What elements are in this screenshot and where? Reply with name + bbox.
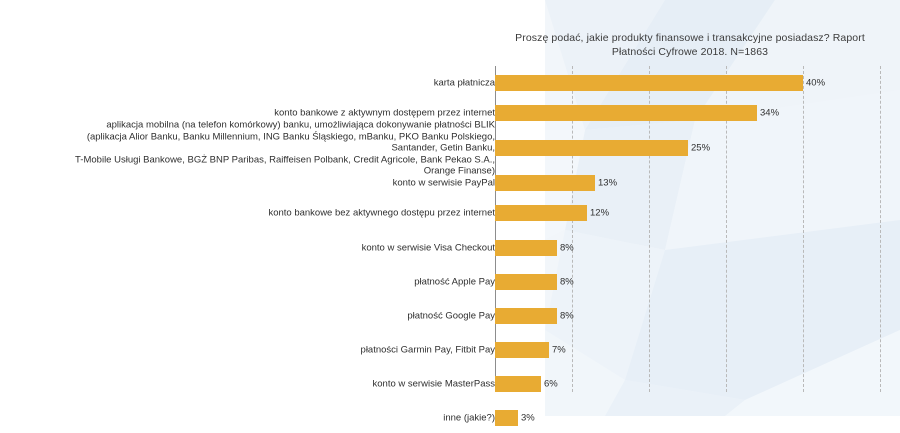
category-label: konto bankowe bez aktywnego dostępu przez internet xyxy=(268,207,495,219)
bar-konto-bez-dostepu xyxy=(495,205,587,221)
bar-row xyxy=(0,335,900,365)
bar-value-label: 12% xyxy=(590,207,610,219)
category-label: płatność Google Pay xyxy=(407,310,495,322)
bar-value-label: 25% xyxy=(691,142,711,154)
bar-value-label: 8% xyxy=(560,310,574,322)
bar-masterpass xyxy=(495,376,541,392)
bar-value-label: 6% xyxy=(544,378,558,390)
category-label: płatności Garmin Pay, Fitbit Pay xyxy=(360,344,495,356)
plot-area xyxy=(0,66,900,424)
bar-row xyxy=(0,403,900,433)
category-label: aplikacja mobilna (na telefon komórkowy) banku, umożliwiająca dokonywanie płatności BLIK (aplikacja Alior Banku, Banku Millennium, ING Banku Śląskiego, mBanku, PKO Banku Polskiego, Santander, Getin Banku, T-Mobile Usługi Bankowe, BGŻ BNP Paribas, Raiffeisen Polbank, Credit Agricole, Bank Pekao S.A., Orange Finanse) xyxy=(75,119,495,177)
bar-row xyxy=(0,168,900,198)
bar-row xyxy=(0,198,900,228)
bar-row xyxy=(0,267,900,297)
bar-row xyxy=(0,369,900,399)
bar-konto-bankowe-internet xyxy=(495,105,757,121)
bar-value-label: 7% xyxy=(552,344,566,356)
bar-google-pay xyxy=(495,308,557,324)
bar-inne xyxy=(495,410,518,426)
bar-value-label: 3% xyxy=(521,412,535,424)
category-label: konto w serwisie MasterPass xyxy=(372,378,495,390)
category-label: konto bankowe z aktywnym dostępem przez internet xyxy=(274,107,495,119)
bar-row xyxy=(0,233,900,263)
bar-row xyxy=(0,301,900,331)
chart-title: Proszę podać, jakie produkty finansowe i transakcyjne posiadasz? Raport Płatności Cyfrowe 2018. N=1863 xyxy=(515,32,865,58)
bar-garmin-fitbit-pay xyxy=(495,342,549,358)
bar-row xyxy=(0,68,900,98)
category-label: inne (jakie?) xyxy=(443,412,495,424)
bar-value-label: 13% xyxy=(598,177,618,189)
category-label: konto w serwisie Visa Checkout xyxy=(361,242,495,254)
bar-karta-platnicza xyxy=(495,75,803,91)
bar-apple-pay xyxy=(495,274,557,290)
bar-value-label: 8% xyxy=(560,242,574,254)
category-label: konto w serwisie PayPal xyxy=(392,177,495,189)
bar-paypal xyxy=(495,175,595,191)
bar-row xyxy=(0,119,900,177)
category-label: płatność Apple Pay xyxy=(414,276,495,288)
bar-value-label: 8% xyxy=(560,276,574,288)
bar-aplikacja-mobilna-blik xyxy=(495,140,688,156)
category-label: karta płatnicza xyxy=(433,77,495,89)
bar-value-label: 40% xyxy=(806,77,826,89)
bar-visa-checkout xyxy=(495,240,557,256)
bar-value-label: 34% xyxy=(760,107,780,119)
